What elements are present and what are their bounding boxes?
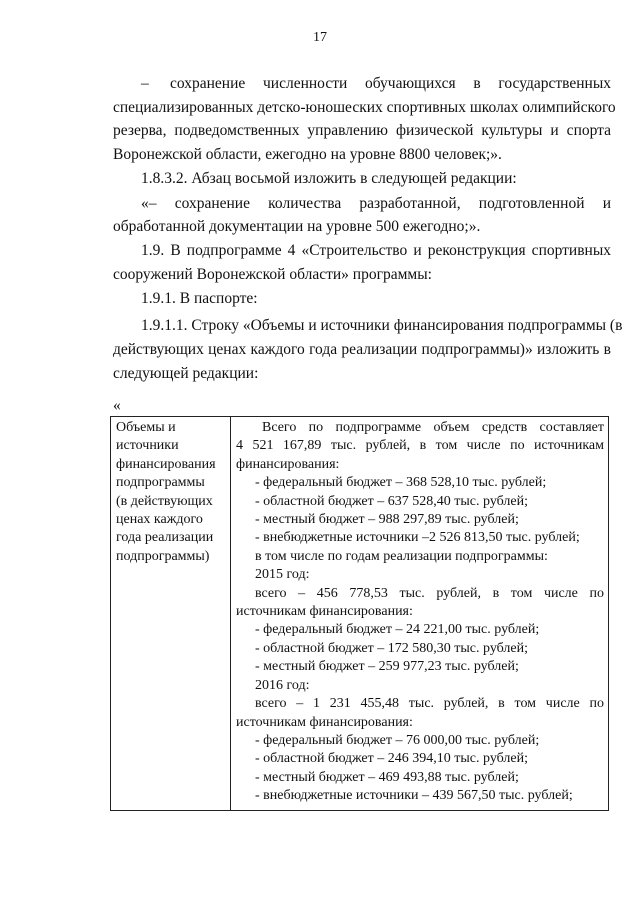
funding-line: всего – 456 778,53 тыс. рублей, в том числе по	[255, 585, 604, 601]
funding-line: - областной бюджет – 637 528,40 тыс. рублей;	[255, 493, 528, 509]
funding-line: источникам финансирования:	[236, 604, 413, 620]
table-row	[111, 417, 609, 811]
funding-line: - федеральный бюджет – 24 221,00 тыс. рублей;	[255, 622, 540, 638]
funding-line: - внебюджетные источники –2 526 813,50 тыс. рублей;	[255, 530, 580, 546]
para4-line-1: 1.9. В подпрограмме 4 «Строительство и реконструкция спортивных	[141, 242, 611, 259]
row-header-line: ценах каждого	[116, 512, 203, 528]
para1-line-2: специализированных детско-юношеских спортивных школах олимпийского	[113, 99, 616, 116]
funding-details-cell	[231, 417, 609, 811]
para1-line-3: резерва, подведомственных управлению физической культуры и спорта	[113, 122, 611, 139]
funding-line: в том числе по годам реализации подпрограммы:	[255, 548, 548, 564]
para6-line-1: 1.9.1.1. Строку «Объемы и источники финансирования подпрограммы (в	[141, 317, 623, 334]
funding-line: - областной бюджет – 172 580,30 тыс. рублей;	[255, 640, 528, 656]
funding-line: - местный бюджет – 988 297,89 тыс. рублей;	[255, 512, 519, 528]
funding-line: - федеральный бюджет – 76 000,00 тыс. рублей;	[255, 732, 540, 748]
para3-line-2: обработанной документации на уровне 500 ежегодно;».	[113, 218, 481, 235]
page-number: 17	[313, 30, 327, 45]
funding-line: - местный бюджет – 469 493,88 тыс. рублей;	[255, 769, 519, 785]
row-header-line: Объемы и	[116, 420, 176, 435]
row-header-line: года реализации	[116, 530, 214, 546]
row-header-line: источники	[116, 438, 179, 454]
funding-line: - внебюджетные источники – 439 567,50 тыс. рублей;	[255, 788, 573, 804]
row-header-line: (в действующих	[116, 493, 213, 509]
para3-line-1: «– сохранение количества разработанной, подготовленной и	[141, 195, 611, 212]
passport-table	[110, 416, 609, 811]
row-header-line: подпрограммы	[116, 475, 205, 491]
para1-line-4: Воронежской области, ежегодно на уровне 8800 человек;».	[113, 146, 502, 163]
row-header-line: финансирования	[116, 456, 216, 472]
para2: 1.8.3.2. Абзац восьмой изложить в следующей редакции:	[141, 170, 517, 187]
row-header-cell	[111, 417, 231, 811]
funding-line: источникам финансирования:	[236, 714, 413, 730]
funding-year: 2015 год:	[255, 567, 310, 583]
para4-line-2: сооружений Воронежской области» программы:	[113, 266, 432, 283]
funding-year: 2016 год:	[255, 677, 310, 693]
funding-line: - местный бюджет – 259 977,23 тыс. рублей;	[255, 659, 519, 675]
funding-line: - федеральный бюджет – 368 528,10 тыс. рублей;	[255, 475, 547, 491]
funding-line: Всего по подпрограмме объем средств составляет	[262, 420, 604, 435]
opening-quote: «	[113, 397, 121, 414]
para1-line-1: сохранение численности обучающихся в государственных	[170, 75, 611, 92]
funding-line: всего – 1 231 455,48 тыс. рублей, в том числе по	[255, 696, 604, 712]
row-header-line: подпрограммы)	[116, 548, 210, 564]
funding-line: - областной бюджет – 246 394,10 тыс. рублей;	[255, 751, 528, 767]
para5: 1.9.1. В паспорте:	[141, 290, 258, 307]
para6-line-2: действующих ценах каждого года реализации подпрограммы)» изложить в	[113, 341, 611, 358]
funding-line: финансирования:	[236, 456, 340, 472]
funding-line: 4 521 167,89 тыс. рублей, в том числе по источникам	[236, 438, 604, 454]
para1-bullet: –	[141, 75, 149, 92]
para6-line-3: следующей редакции:	[113, 365, 259, 382]
